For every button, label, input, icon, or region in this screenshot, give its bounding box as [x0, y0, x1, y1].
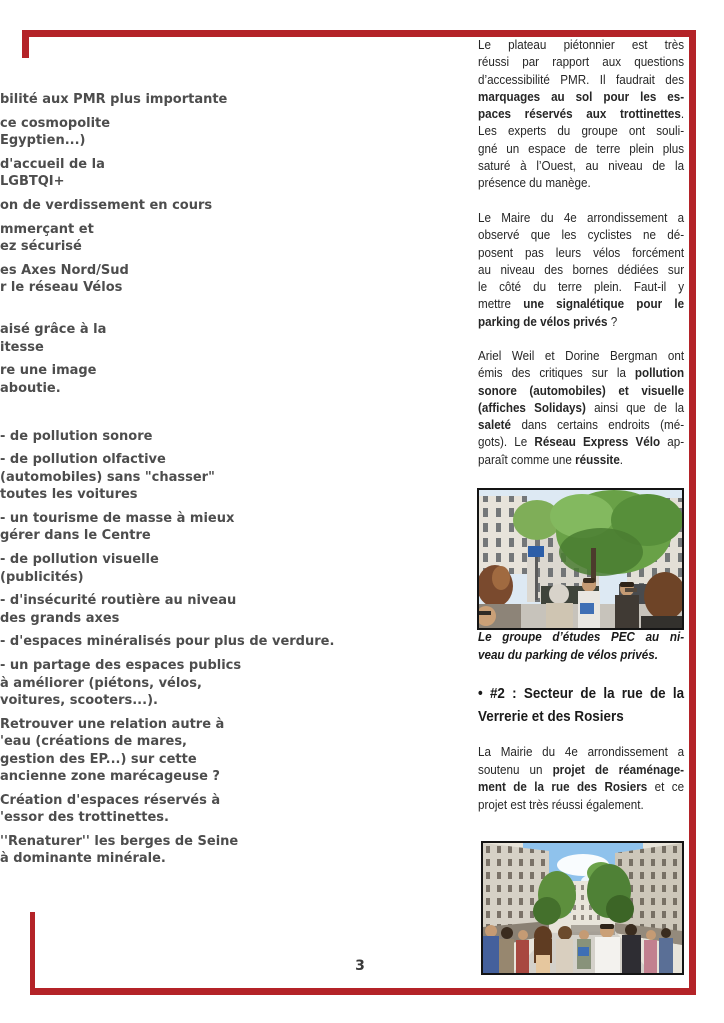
text-line: itesse	[0, 339, 44, 355]
text-line: Le plateau piétonnier est très	[478, 37, 685, 52]
text-line: - d'espaces minéralisés pour plus de verdure.	[0, 634, 335, 650]
text-line: - de pollution olfactive	[0, 452, 166, 468]
text-line: ment de la rue des Rosiers et ce	[478, 779, 685, 794]
text-line: 'essor des trottinettes.	[0, 810, 169, 826]
text-line: Le Maire du 4e arrondissement a	[478, 210, 685, 225]
text-line: gérer dans le Centre	[0, 528, 151, 544]
text-line: • #2 : Secteur de la rue de la	[478, 685, 685, 702]
text-line: - un partage des espaces publics	[0, 658, 242, 674]
text-line: - d'insécurité routière au niveau	[0, 593, 237, 609]
text-line: Verrerie et des Rosiers	[478, 707, 624, 725]
text-line: (publicités)	[0, 569, 84, 585]
text-line: paces réservés aux trottinettes.	[478, 106, 685, 122]
paragraph-maire-4e-cyclistes	[478, 209, 684, 330]
text-line: veau du parking de vélos privés.	[478, 647, 658, 662]
text-line: Création d'espaces réservés à	[0, 792, 221, 808]
text-line: gestion des EP...) sur cette	[0, 751, 197, 767]
text-line: ancienne zone marécageuse ?	[0, 768, 220, 784]
text-line: soutenu un projet de réaménage-	[478, 761, 685, 777]
text-line: sonore (automobiles) et visuelle	[478, 382, 685, 398]
text-line: toutes les voitures	[0, 487, 138, 503]
text-line: saturé à l’Ouest, au niveau de la	[478, 158, 685, 174]
text-line: Retrouver une relation autre à	[0, 716, 225, 732]
text-line: voitures, scooters...).	[0, 693, 158, 709]
text-line: aboutie.	[0, 380, 61, 396]
text-line: gots). Le Réseau Express Vélo ap-	[478, 434, 685, 450]
text-line: on de verdissement en cours	[0, 198, 213, 214]
text-line: r le réseau Vélos	[0, 280, 123, 296]
text-line: le côté du terre plein. Faut-il y	[478, 279, 685, 295]
text-line: Le groupe d’études PEC au ni-	[478, 629, 685, 644]
text-line: re une image	[0, 363, 97, 379]
section-heading-2	[478, 683, 684, 728]
text-line: aisé grâce à la	[0, 322, 107, 338]
text-line: observé que les cyclistes ne dé-	[478, 227, 685, 243]
text-line: Egyptien...)	[0, 133, 86, 149]
paragraph-ariel-weil-critiques	[478, 347, 684, 468]
text-line: Ariel Weil et Dorine Bergman ont	[478, 348, 685, 363]
text-line: gné un espace de terre plein plus	[478, 140, 685, 156]
page-border-right	[689, 30, 696, 995]
text-line: présence du manège.	[478, 175, 591, 191]
street-scene-illustration	[479, 490, 682, 628]
photo-caption	[478, 628, 684, 664]
paragraph-mairie-rosiers	[478, 743, 684, 813]
text-line: posent pas leurs vélos forcément	[478, 244, 685, 260]
text-line: ''Renaturer'' les berges de Seine	[0, 833, 239, 849]
text-line: paraît comme une réussite.	[478, 451, 624, 467]
page-border-bottom	[30, 988, 696, 995]
page-number: 3	[355, 958, 365, 974]
text-line: (affiches Solidays) ainsi que de la	[478, 399, 685, 415]
text-line: mettre une signalétique pour le	[478, 296, 685, 312]
page-border-left-bottom-stub	[30, 912, 35, 995]
text-line: LGBTQI+	[0, 174, 65, 190]
text-line: La Mairie du 4e arrondissement a	[478, 744, 685, 759]
text-line: émis des critiques sur la pollution	[478, 365, 685, 381]
pedestrian-street-illustration	[483, 843, 682, 973]
text-line: à améliorer (piétons, vélos,	[0, 675, 202, 691]
text-line: d'accueil de la	[0, 156, 105, 172]
text-line: d’accessibilité PMR. Il faudrait des	[478, 71, 685, 87]
text-line: ce cosmopolite	[0, 115, 111, 131]
photo-rue-des-rosiers	[481, 841, 684, 975]
text-line: saleté dans certains endroits (mé-	[478, 417, 685, 433]
text-line: au niveau des bornes dédiées sur	[478, 261, 685, 277]
text-line: réussi par rapport aux questions	[478, 54, 685, 70]
text-line: mmerçant et	[0, 221, 94, 237]
text-line: 'eau (créations de mares,	[0, 734, 187, 750]
text-line: (automobiles) sans "chasser"	[0, 469, 215, 485]
text-line: bilité aux PMR plus importante	[0, 92, 228, 107]
photo-groupe-pec	[477, 488, 684, 630]
paragraph-plateau-pietonnier	[478, 36, 684, 192]
text-line: es Axes Nord/Sud	[0, 263, 129, 279]
text-line: - de pollution visuelle	[0, 552, 159, 568]
text-line: ez sécurisé	[0, 239, 82, 255]
text-line: - de pollution sonore	[0, 428, 153, 444]
text-line: parking de vélos privés ?	[478, 313, 618, 329]
text-line: marquages au sol pour les es-	[478, 88, 685, 104]
text-line: projet est très réussi également.	[478, 796, 644, 812]
text-line: Les experts du groupe ont souli-	[478, 123, 685, 139]
text-line: des grands axes	[0, 610, 120, 626]
text-line: à dominante minérale.	[0, 851, 166, 867]
page-border-left-top-stub	[22, 30, 29, 58]
text-line: - un tourisme de masse à mieux	[0, 510, 235, 526]
left-column-bullet-list	[0, 91, 470, 868]
